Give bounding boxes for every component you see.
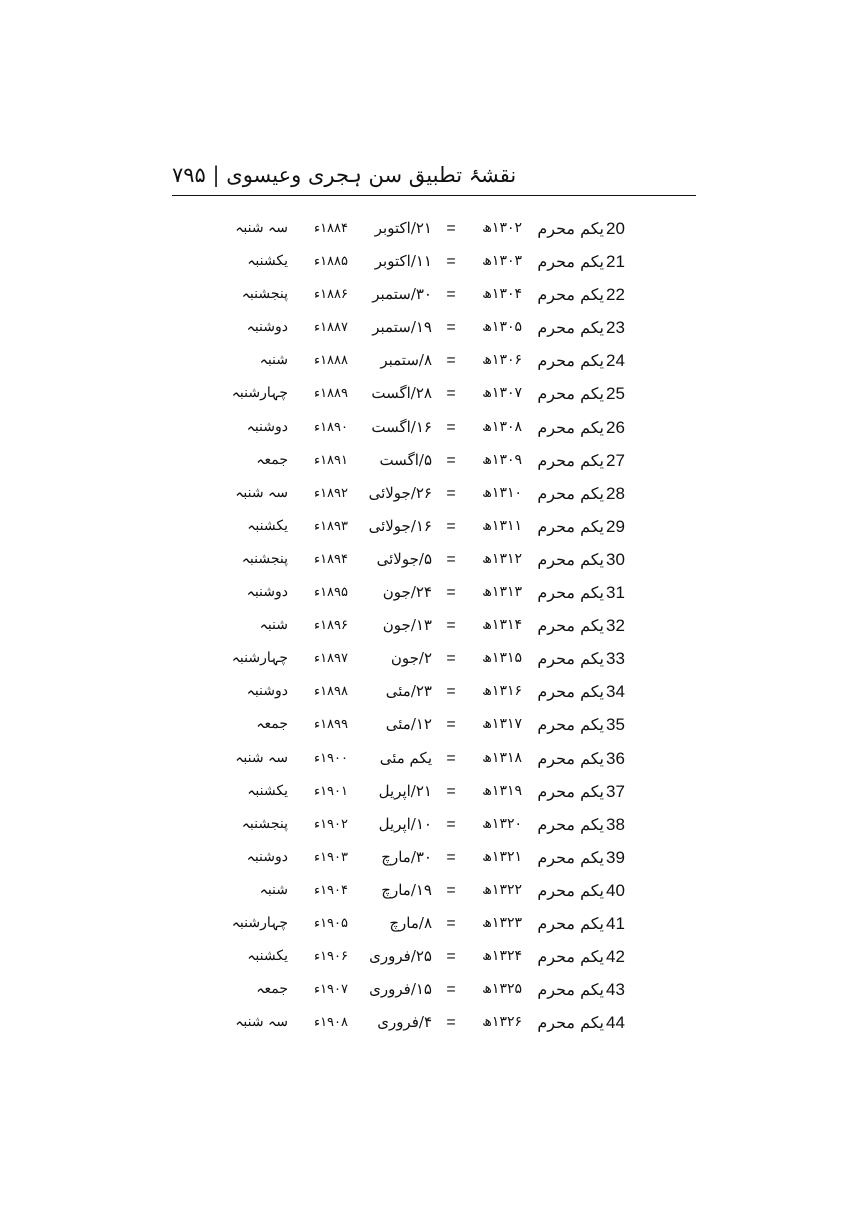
gregorian-year: ۱۸۹۰ء xyxy=(313,419,348,435)
weekday: دوشنبہ xyxy=(246,584,288,601)
table-row xyxy=(0,344,868,377)
row-number: 21 xyxy=(606,252,625,272)
month-name: یکم محرم xyxy=(537,1013,604,1033)
gregorian-date: ۱۹/ستمبر xyxy=(372,318,432,337)
gregorian-date: ۸/ستمبر xyxy=(380,351,432,370)
weekday: یکشنبہ xyxy=(247,253,288,270)
page-header xyxy=(172,158,696,196)
gregorian-year: ۱۸۹۷ء xyxy=(313,651,348,667)
weekday: دوشنبہ xyxy=(246,418,288,435)
gregorian-date: ۸/مارچ xyxy=(389,913,432,932)
gregorian-date: ۲۶/جولائی xyxy=(368,483,432,502)
hijri-year: ۱۳۰۹ھ xyxy=(482,451,522,468)
weekday: دوشنبہ xyxy=(246,319,288,336)
hijri-year: ۱۳۱۳ھ xyxy=(482,584,522,601)
table-row xyxy=(0,311,868,344)
equals-sign: = xyxy=(446,550,456,568)
row-number: 31 xyxy=(606,583,625,603)
gregorian-year: ۱۹۰۱ء xyxy=(313,783,348,799)
gregorian-year: ۱۸۹۵ء xyxy=(313,585,348,601)
gregorian-year: ۱۸۹۹ء xyxy=(313,717,348,733)
weekday: شنبہ xyxy=(259,617,288,634)
month-name: یکم محرم xyxy=(537,549,604,569)
row-number: 33 xyxy=(606,649,625,669)
month-name: یکم محرم xyxy=(537,583,604,603)
page-title: نقشۂ تطبیق سن ہجری وعیسوی | ۷۹۵ xyxy=(172,163,517,187)
month-name: یکم محرم xyxy=(537,781,604,801)
hijri-year: ۱۳۱۸ھ xyxy=(482,749,522,766)
month-name: یکم محرم xyxy=(537,450,604,470)
table-row xyxy=(0,742,868,775)
table-row xyxy=(0,444,868,477)
row-number: 30 xyxy=(606,549,625,569)
equals-sign: = xyxy=(446,1014,456,1032)
equals-sign: = xyxy=(446,815,456,833)
gregorian-date: ۵/جولائی xyxy=(376,549,432,568)
gregorian-year: ۱۹۰۴ء xyxy=(313,882,348,898)
hijri-year: ۱۳۲۰ھ xyxy=(482,815,522,832)
hijri-year: ۱۳۱۲ھ xyxy=(482,550,522,567)
month-name: یکم محرم xyxy=(537,219,604,238)
equals-sign: = xyxy=(446,617,456,635)
row-number: 40 xyxy=(606,880,625,900)
weekday: یکشنبہ xyxy=(247,948,288,965)
weekday: پنجشنبہ xyxy=(241,550,288,567)
gregorian-year: ۱۸۹۶ء xyxy=(313,618,348,634)
row-number: 36 xyxy=(606,748,625,768)
gregorian-year: ۱۸۹۳ء xyxy=(313,518,348,534)
table-row xyxy=(0,510,868,543)
table-row xyxy=(0,245,868,278)
calendar-table xyxy=(0,212,868,1039)
row-number: 44 xyxy=(606,1013,625,1033)
weekday: دوشنبہ xyxy=(246,683,288,700)
equals-sign: = xyxy=(446,220,456,237)
equals-sign: = xyxy=(446,517,456,535)
gregorian-year: ۱۸۸۵ء xyxy=(313,254,348,270)
gregorian-year: ۱۹۰۵ء xyxy=(313,915,348,931)
gregorian-date: ۱۵/فروری xyxy=(369,980,432,999)
equals-sign: = xyxy=(446,848,456,866)
hijri-year: ۱۳۰۴ھ xyxy=(482,286,522,303)
row-number: 42 xyxy=(606,947,625,967)
month-name: یکم محرم xyxy=(537,682,604,702)
gregorian-date: ۵/اگست xyxy=(379,450,432,469)
equals-sign: = xyxy=(446,418,456,436)
hijri-year: ۱۳۰۳ھ xyxy=(482,253,522,270)
gregorian-date: ۲۱/اکتوبر xyxy=(374,219,432,237)
gregorian-date: ۲۵/فروری xyxy=(369,947,432,966)
equals-sign: = xyxy=(446,484,456,502)
gregorian-date: ۴/فروری xyxy=(377,1013,432,1032)
month-name: یکم محرم xyxy=(537,252,604,272)
gregorian-year: ۱۸۹۸ء xyxy=(313,684,348,700)
equals-sign: = xyxy=(446,683,456,701)
gregorian-date: ۱۲/مئی xyxy=(385,715,432,734)
table-row xyxy=(0,808,868,841)
gregorian-date: ۱۳/جون xyxy=(382,616,432,635)
gregorian-year: ۱۸۸۷ء xyxy=(313,320,348,336)
weekday: چہارشنبہ xyxy=(231,914,288,931)
month-name: یکم محرم xyxy=(537,351,604,371)
month-name: یکم محرم xyxy=(537,384,604,404)
gregorian-date: ۱۹/مارچ xyxy=(381,880,432,899)
month-name: یکم محرم xyxy=(537,880,604,900)
row-number: 25 xyxy=(606,384,625,404)
equals-sign: = xyxy=(446,981,456,999)
hijri-year: ۱۳۱۷ھ xyxy=(482,716,522,733)
equals-sign: = xyxy=(446,352,456,370)
gregorian-date: ۲۴/جون xyxy=(382,583,432,602)
gregorian-year: ۱۹۰۲ء xyxy=(313,816,348,832)
hijri-year: ۱۳۱۶ھ xyxy=(482,683,522,700)
weekday: چہارشنبہ xyxy=(231,650,288,667)
row-number: 29 xyxy=(606,516,625,536)
gregorian-year: ۱۸۹۲ء xyxy=(313,485,348,501)
gregorian-year: ۱۸۹۱ء xyxy=(313,452,348,468)
hijri-year: ۱۳۱۹ھ xyxy=(482,782,522,799)
table-row xyxy=(0,1006,868,1039)
table-row xyxy=(0,576,868,609)
table-row xyxy=(0,841,868,874)
row-number: 34 xyxy=(606,682,625,702)
row-number: 35 xyxy=(606,715,625,735)
weekday: سہ شنبہ xyxy=(235,1014,288,1031)
hijri-year: ۱۳۲۶ھ xyxy=(482,1014,522,1031)
hijri-year: ۱۳۱۱ھ xyxy=(482,517,522,534)
row-number: 20 xyxy=(606,219,625,238)
equals-sign: = xyxy=(446,948,456,966)
row-number: 38 xyxy=(606,814,625,834)
hijri-year: ۱۳۱۵ھ xyxy=(482,650,522,667)
gregorian-year: ۱۸۸۶ء xyxy=(313,287,348,303)
equals-sign: = xyxy=(446,584,456,602)
gregorian-date: ۱۶/اگست xyxy=(371,417,432,436)
equals-sign: = xyxy=(446,782,456,800)
month-name: یکم محرم xyxy=(537,913,604,933)
weekday: یکشنبہ xyxy=(247,782,288,799)
weekday: دوشنبہ xyxy=(246,848,288,865)
gregorian-date: ۲۳/مئی xyxy=(385,682,432,701)
gregorian-date: ۳۰/ستمبر xyxy=(372,285,432,304)
table-row xyxy=(0,642,868,675)
hijri-year: ۱۳۲۵ھ xyxy=(482,981,522,998)
month-name: یکم محرم xyxy=(537,748,604,768)
row-number: 27 xyxy=(606,450,625,470)
row-number: 24 xyxy=(606,351,625,371)
month-name: یکم محرم xyxy=(537,715,604,735)
hijri-year: ۱۳۲۲ھ xyxy=(482,881,522,898)
hijri-year: ۱۳۰۷ھ xyxy=(482,385,522,402)
row-number: 32 xyxy=(606,616,625,636)
row-number: 39 xyxy=(606,847,625,867)
weekday: شنبہ xyxy=(259,352,288,369)
weekday: پنجشنبہ xyxy=(241,286,288,303)
row-number: 41 xyxy=(606,913,625,933)
table-row xyxy=(0,940,868,973)
row-number: 22 xyxy=(606,285,625,305)
hijri-year: ۱۳۰۶ھ xyxy=(482,352,522,369)
hijri-year: ۱۳۰۲ھ xyxy=(482,220,522,236)
table-row xyxy=(0,973,868,1006)
gregorian-year: ۱۹۰۷ء xyxy=(313,982,348,998)
equals-sign: = xyxy=(446,881,456,899)
weekday: سہ شنبہ xyxy=(235,220,288,236)
gregorian-year: ۱۸۸۴ء xyxy=(313,221,348,236)
month-name: یکم محرم xyxy=(537,417,604,437)
equals-sign: = xyxy=(446,650,456,668)
gregorian-year: ۱۸۸۸ء xyxy=(313,353,348,369)
weekday: جمعہ xyxy=(256,716,288,733)
equals-sign: = xyxy=(446,253,456,271)
equals-sign: = xyxy=(446,716,456,734)
gregorian-year: ۱۹۰۸ء xyxy=(313,1015,348,1031)
month-name: یکم محرم xyxy=(537,318,604,338)
gregorian-date: ۱۰/اپریل xyxy=(378,814,432,833)
table-row xyxy=(0,212,868,245)
gregorian-year: ۱۸۸۹ء xyxy=(313,386,348,402)
equals-sign: = xyxy=(446,286,456,304)
row-number: 28 xyxy=(606,483,625,503)
table-row xyxy=(0,377,868,410)
table-row xyxy=(0,543,868,576)
month-name: یکم محرم xyxy=(537,649,604,669)
gregorian-year: ۱۸۹۴ء xyxy=(313,551,348,567)
gregorian-year: ۱۹۰۳ء xyxy=(313,849,348,865)
hijri-year: ۱۳۲۴ھ xyxy=(482,948,522,965)
row-number: 26 xyxy=(606,417,625,437)
gregorian-date: ۱۶/جولائی xyxy=(368,516,432,535)
weekday: چہارشنبہ xyxy=(231,385,288,402)
gregorian-date: ۲/جون xyxy=(390,649,432,668)
table-row xyxy=(0,708,868,741)
hijri-year: ۱۳۲۱ھ xyxy=(482,848,522,865)
month-name: یکم محرم xyxy=(537,947,604,967)
row-number: 43 xyxy=(606,980,625,1000)
table-row xyxy=(0,775,868,808)
gregorian-date: ۲۸/اگست xyxy=(371,384,432,403)
weekday: سہ شنبہ xyxy=(235,749,288,766)
equals-sign: = xyxy=(446,319,456,337)
row-number: 23 xyxy=(606,318,625,338)
hijri-year: ۱۳۲۳ھ xyxy=(482,914,522,931)
gregorian-date: ۲۱/اپریل xyxy=(378,781,432,800)
month-name: یکم محرم xyxy=(537,814,604,834)
weekday: پنجشنبہ xyxy=(241,815,288,832)
gregorian-year: ۱۹۰۶ء xyxy=(313,949,348,965)
equals-sign: = xyxy=(446,451,456,469)
weekday: جمعہ xyxy=(256,981,288,998)
equals-sign: = xyxy=(446,749,456,767)
header-rule xyxy=(172,195,696,196)
hijri-year: ۱۳۱۴ھ xyxy=(482,617,522,634)
row-number: 37 xyxy=(606,781,625,801)
table-row xyxy=(0,874,868,907)
equals-sign: = xyxy=(446,385,456,403)
weekday: جمعہ xyxy=(256,451,288,468)
month-name: یکم محرم xyxy=(537,516,604,536)
table-row xyxy=(0,411,868,444)
month-name: یکم محرم xyxy=(537,285,604,305)
table-row xyxy=(0,278,868,311)
table-row xyxy=(0,675,868,708)
gregorian-date: ۱۱/اکتوبر xyxy=(374,252,432,271)
hijri-year: ۱۳۱۰ھ xyxy=(482,484,522,501)
table-row xyxy=(0,609,868,642)
gregorian-date: ۳۰/مارچ xyxy=(381,847,432,866)
hijri-year: ۱۳۰۸ھ xyxy=(482,418,522,435)
equals-sign: = xyxy=(446,914,456,932)
table-row xyxy=(0,907,868,940)
weekday: شنبہ xyxy=(259,881,288,898)
hijri-year: ۱۳۰۵ھ xyxy=(482,319,522,336)
table-row xyxy=(0,477,868,510)
month-name: یکم محرم xyxy=(537,616,604,636)
month-name: یکم محرم xyxy=(537,847,604,867)
month-name: یکم محرم xyxy=(537,980,604,1000)
weekday: سہ شنبہ xyxy=(235,484,288,501)
gregorian-date: یکم مئی xyxy=(379,748,432,767)
gregorian-year: ۱۹۰۰ء xyxy=(313,750,348,766)
month-name: یکم محرم xyxy=(537,483,604,503)
weekday: یکشنبہ xyxy=(247,517,288,534)
